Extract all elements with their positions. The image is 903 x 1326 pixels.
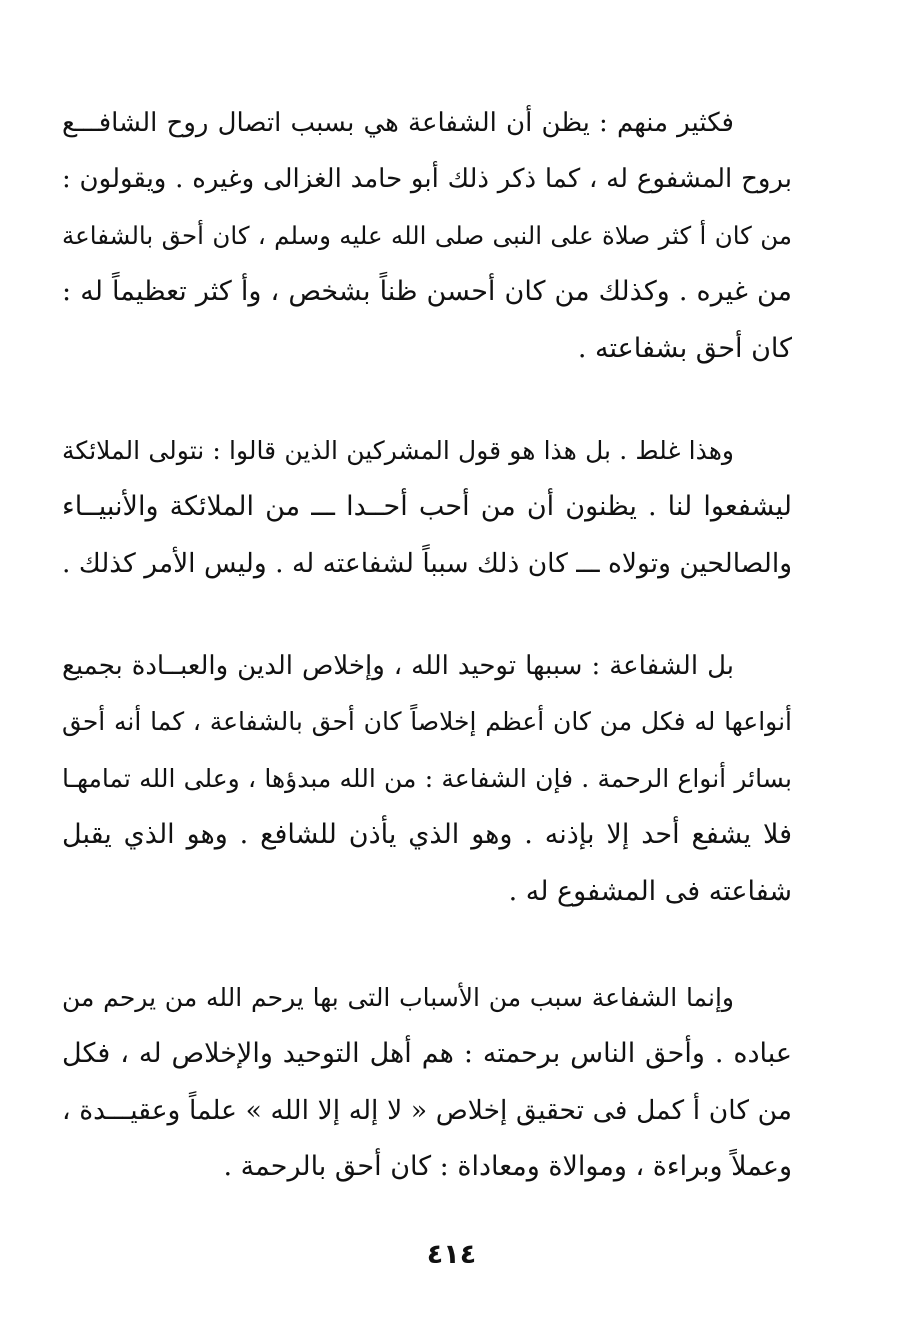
paragraph-line: شفاعته فى المشفوع له . <box>508 875 792 907</box>
paragraph-3 <box>62 638 792 920</box>
paragraph-line: عباده . وأحق الناس برحمته : هم أهل التوحيد والإخلاص له ، فكل <box>62 1038 792 1070</box>
page-number: ٤١٤ <box>426 1239 477 1270</box>
paragraph-line: بسائر أنواع الرحمة . فإن الشفاعة : من الله مبدؤها ، وعلى الله تمامهـا <box>62 763 792 793</box>
paragraph-line: فلا يشفع أحد إلا بإذنه . وهو الذي يأذن للشافع . وهو الذي يقبل <box>62 819 792 851</box>
paragraph-line: من كان أ كمل فى تحقيق إخلاص « لا إله إلا الله » علماً وعقيـــدة ، <box>62 1094 792 1126</box>
paragraph-line: أنواعها له فكل من كان أعظم إخلاصاً كان أحق بالشفاعة ، كما أنه أحق <box>62 707 792 737</box>
paragraph-1 <box>62 95 792 377</box>
paragraph-4 <box>62 970 792 1196</box>
paragraph-line: وعملاً وبراءة ، وموالاة ومعاداة : كان أحق بالرحمة . <box>223 1151 792 1183</box>
paragraph-line: من غيره . وكذلك من كان أحسن ظناً بشخص ، وأ كثر تعظيماً له : <box>62 276 792 308</box>
paragraph-line: وهذا غلط . بل هذا هو قول المشركين الذين قالوا : نتولى الملائكة <box>62 436 734 465</box>
paragraph-line: من كان أ كثر صلاة على النبى صلى الله عليه وسلم ، كان أحق بالشفاعة <box>62 220 792 250</box>
paragraph-line: فكثير منهم : يظن أن الشفاعة هي بسبب اتصال روح الشافـــع <box>62 108 734 138</box>
paragraph-line: كان أحق بشفاعته . <box>577 332 792 364</box>
paragraph-2 <box>62 423 792 592</box>
paragraph-line: بروح المشفوع له ، كما ذكر ذلك أبو حامد الغزالى وغيره . ويقولون : <box>62 164 792 195</box>
paragraph-line: والصالحين وتولاه ـــ كان ذلك سبباً لشفاعته له . وليس الأمر كذلك . <box>62 547 792 579</box>
paragraph-line: وإنما الشفاعة سبب من الأسباب التى بها يرحم الله من يرحم من <box>62 983 734 1012</box>
paragraph-line: ليشفعوا لنا . يظنون أن من أحب أحــدا ـــ من الملائكة والأنبيــاء <box>62 491 792 523</box>
paragraph-line: بل الشفاعة : سببها توحيد الله ، وإخلاص الدين والعبــادة بجميع <box>62 651 734 681</box>
